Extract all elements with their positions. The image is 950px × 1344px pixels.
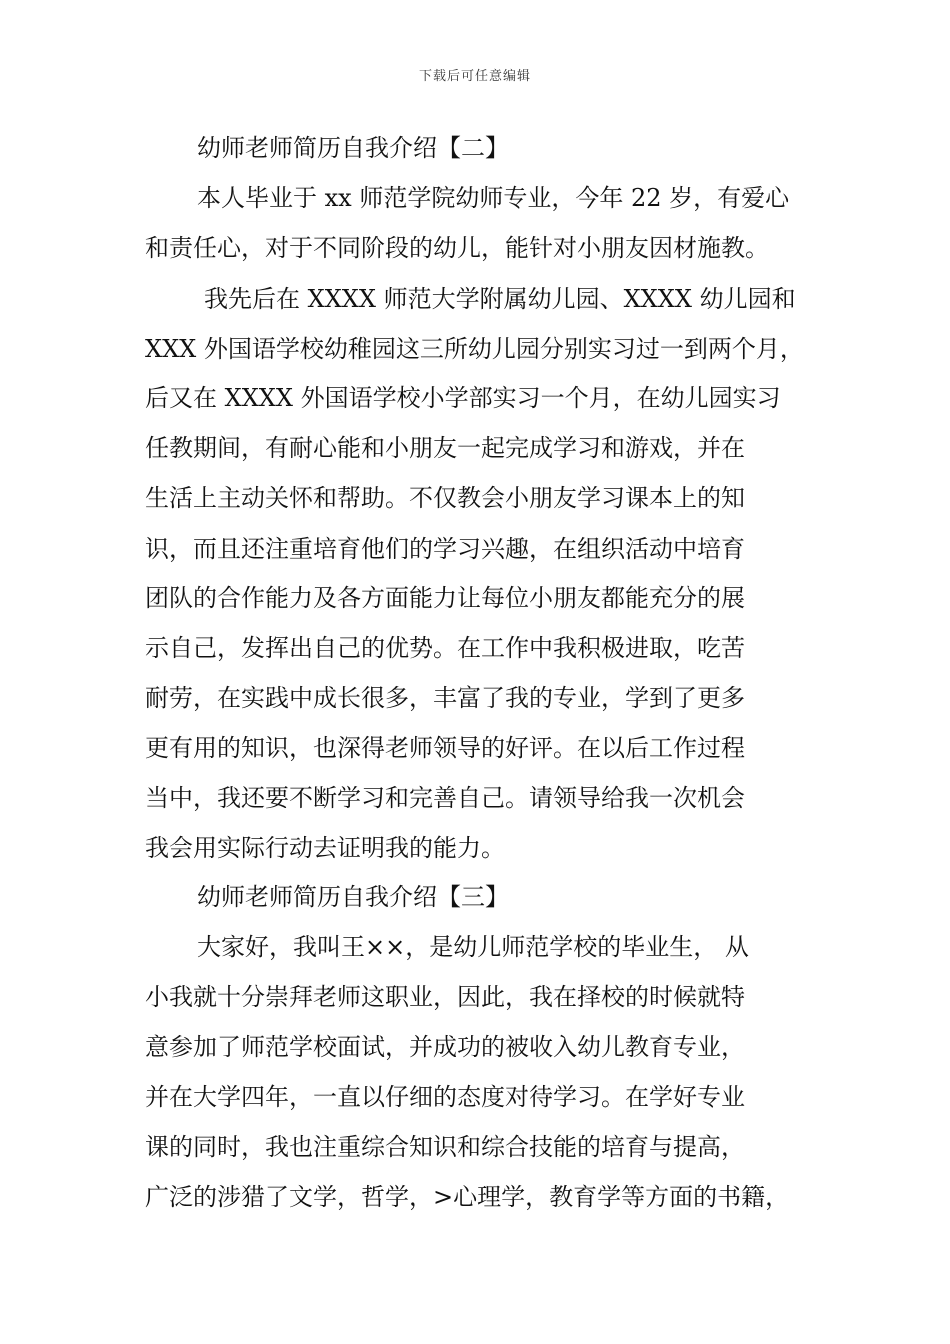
body-line: 大家好，我叫王××，是幼儿师范学校的毕业生， 从 [197, 933, 749, 961]
section-heading: 幼师老师简历自我介绍【二】 [197, 134, 509, 162]
body-line: 更有用的知识，也深得老师领导的好评。在以后工作过程 [145, 734, 745, 762]
body-line: 本人毕业于 xx 师范学院幼师专业，今年 22 岁，有爱心 [197, 184, 790, 212]
section-heading: 幼师老师简历自我介绍【三】 [197, 883, 509, 911]
body-line: 团队的合作能力及各方面能力让每位小朋友都能充分的展 [145, 584, 745, 612]
body-line: 和责任心，对于不同阶段的幼儿，能针对小朋友因材施教。 [145, 234, 769, 262]
body-line: 我会用实际行动去证明我的能力。 [145, 834, 505, 862]
body-line: 后又在 XXXX 外国语学校小学部实习一个月，在幼儿园实习 [145, 384, 781, 412]
body-line: 并在大学四年，一直以仔细的态度对待学习。在学好专业 [145, 1083, 745, 1111]
body-line: 当中，我还要不断学习和完善自己。请领导给我一次机会 [145, 784, 745, 812]
body-line: 耐劳，在实践中成长很多，丰富了我的专业，学到了更多 [145, 684, 745, 712]
body-line: 小我就十分崇拜老师这职业，因此，我在择校的时候就特 [145, 983, 745, 1011]
body-line: 识，而且还注重培育他们的学习兴趣，在组织活动中培育 [145, 535, 745, 563]
body-line: 广泛的涉猎了文学，哲学，>心理学，教育学等方面的书籍， [145, 1183, 790, 1211]
body-line: 课的同时，我也注重综合知识和综合技能的培育与提高， [145, 1133, 745, 1161]
body-line: XXX 外国语学校幼稚园这三所幼儿园分别实习过一到两个月， [145, 335, 804, 363]
body-line: 我先后在 XXXX 师范大学附属幼儿园、XXXX 幼儿园和 [204, 285, 796, 313]
page-header-note: 下载后可任意编辑 [418, 69, 531, 84]
body-line: 意参加了师范学校面试，并成功的被收入幼儿教育专业， [145, 1033, 745, 1061]
body-line: 生活上主动关怀和帮助。不仅教会小朋友学习课本上的知 [145, 484, 745, 512]
body-line: 示自己，发挥出自己的优势。在工作中我积极进取，吃苦 [145, 634, 745, 662]
body-line: 任教期间，有耐心能和小朋友一起完成学习和游戏，并在 [145, 434, 745, 462]
